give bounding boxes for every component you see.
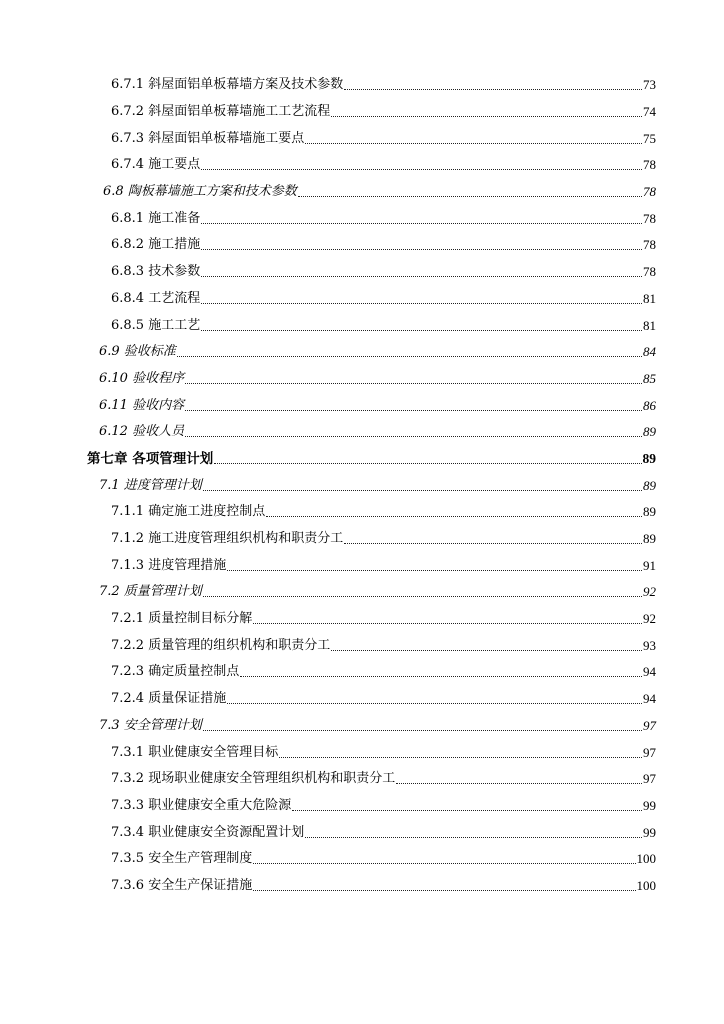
toc-entry-page-number: 78 [643, 237, 656, 253]
toc-entry[interactable] [0, 312, 656, 339]
toc-entry-title: 7.2.3 确定质量控制点 [111, 664, 240, 680]
toc-entry-title: 7.2.2 质量管理的组织机构和职责分工 [111, 637, 331, 653]
toc-entry-page-number: 94 [643, 664, 656, 680]
toc-dot-leader [201, 276, 642, 277]
toc-entry[interactable] [0, 606, 656, 633]
toc-entry-title: 7.3.4 职业健康安全资源配置计划 [111, 824, 305, 840]
toc-entry-title: 7.2.1 质量控制目标分解 [111, 611, 253, 627]
toc-entry[interactable] [0, 526, 656, 553]
toc-entry-title: 7.1 进度管理计划 [99, 477, 202, 493]
toc-entry-page-number: 89 [643, 477, 656, 493]
toc-dot-leader [305, 143, 642, 144]
toc-entry[interactable] [0, 793, 656, 820]
toc-entry[interactable] [0, 72, 656, 99]
toc-entry-page-number: 89 [642, 450, 656, 466]
toc-entry-page-number: 78 [643, 184, 656, 200]
toc-entry[interactable] [0, 259, 656, 286]
toc-entry-page-number: 89 [643, 531, 656, 547]
toc-entry-title: 6.9 验收标准 [99, 344, 176, 360]
toc-dot-leader [201, 330, 642, 331]
toc-entry-page-number: 100 [636, 877, 656, 893]
toc-dot-leader [201, 169, 642, 170]
toc-entry-title: 6.12 验收人员 [99, 424, 185, 440]
toc-entry-title: 7.1.2 施工进度管理组织机构和职责分工 [111, 531, 344, 547]
toc-entry-title: 7.3.1 职业健康安全管理目标 [111, 744, 279, 760]
toc-entry[interactable] [0, 125, 656, 152]
toc-entry[interactable] [0, 766, 656, 793]
toc-entry-title: 6.8.5 施工工艺 [111, 317, 201, 333]
toc-entry[interactable] [0, 366, 656, 393]
toc-entry-page-number: 75 [643, 130, 656, 146]
toc-entry[interactable] [0, 392, 656, 419]
toc-dot-leader [177, 356, 642, 357]
toc-dot-leader [203, 490, 642, 491]
toc-dot-leader [201, 223, 642, 224]
toc-entry[interactable] [0, 499, 656, 526]
toc-entry-page-number: 86 [643, 397, 656, 413]
toc-entry-page-number: 81 [643, 317, 656, 333]
toc-entry[interactable] [0, 446, 656, 473]
toc-entry[interactable] [0, 552, 656, 579]
toc-dot-leader [185, 436, 642, 437]
toc-entry-title: 6.7.2 斜屋面铝单板幕墙施工工艺流程 [111, 104, 331, 120]
toc-entry-page-number: 73 [643, 77, 656, 93]
toc-dot-leader [201, 303, 642, 304]
toc-dot-leader [396, 783, 642, 784]
toc-dot-leader [279, 757, 642, 758]
toc-entry-page-number: 92 [643, 584, 656, 600]
toc-entry-title: 7.1.1 确定施工进度控制点 [111, 504, 266, 520]
toc-entry-page-number: 97 [643, 744, 656, 760]
toc-dot-leader [185, 410, 642, 411]
toc-entry-title: 6.7.3 斜屋面铝单板幕墙施工要点 [111, 130, 305, 146]
toc-dot-leader [214, 463, 641, 464]
toc-entry-title: 7.3.5 安全生产管理制度 [111, 851, 253, 867]
toc-dot-leader [203, 596, 642, 597]
toc-entry-title: 6.7.1 斜屋面铝单板幕墙方案及技术参数 [111, 77, 344, 93]
toc-entry-title: 6.8.3 技术参数 [111, 264, 201, 280]
toc-entry-page-number: 81 [643, 290, 656, 306]
toc-entry[interactable] [0, 579, 656, 606]
toc-dot-leader [344, 89, 642, 90]
toc-entry-page-number: 78 [643, 264, 656, 280]
toc-entry[interactable] [0, 873, 656, 900]
toc-entry-page-number: 85 [643, 370, 656, 386]
toc-dot-leader [201, 249, 642, 250]
toc-entry[interactable] [0, 472, 656, 499]
toc-entry-title: 7.2.4 质量保证措施 [111, 691, 227, 707]
toc-entry[interactable] [0, 686, 656, 713]
toc-entry-page-number: 78 [643, 157, 656, 173]
toc-entry[interactable] [0, 846, 656, 873]
toc-entry[interactable] [0, 419, 656, 446]
toc-entry-title: 7.3.3 职业健康安全重大危险源 [111, 797, 292, 813]
toc-dot-leader [253, 623, 642, 624]
toc-entry-title: 6.11 验收内容 [99, 397, 185, 413]
toc-entry[interactable] [0, 819, 656, 846]
toc-entry-title: 7.1.3 进度管理措施 [111, 557, 227, 573]
toc-entry[interactable] [0, 232, 656, 259]
toc-entry-page-number: 92 [643, 611, 656, 627]
toc-entry[interactable] [0, 713, 656, 740]
toc-entry-title: 7.3.2 现场职业健康安全管理组织机构和职责分工 [111, 771, 396, 787]
toc-dot-leader [344, 543, 642, 544]
toc-entry[interactable] [0, 659, 656, 686]
toc-entry[interactable] [0, 205, 656, 232]
toc-entry-title: 6.7.4 施工要点 [111, 157, 201, 173]
toc-dot-leader [240, 676, 642, 677]
toc-entry[interactable] [0, 632, 656, 659]
toc-entry-title: 第七章 各项管理计划 [87, 450, 214, 467]
toc-dot-leader [298, 196, 642, 197]
toc-entry[interactable] [0, 179, 656, 206]
toc-dot-leader [185, 383, 642, 384]
toc-dot-leader [266, 516, 642, 517]
toc-dot-leader [253, 890, 635, 891]
toc-entry-page-number: 99 [643, 797, 656, 813]
toc-entry[interactable] [0, 739, 656, 766]
toc-entry-title: 7.2 质量管理计划 [99, 584, 202, 600]
toc-entry-page-number: 84 [643, 344, 656, 360]
table-of-contents [0, 72, 724, 899]
toc-dot-leader [331, 116, 642, 117]
toc-dot-leader [331, 650, 642, 651]
toc-entry[interactable] [0, 152, 656, 179]
toc-entry-page-number: 89 [643, 504, 656, 520]
toc-entry-title: 7.3 安全管理计划 [99, 717, 202, 733]
toc-entry-page-number: 99 [643, 824, 656, 840]
toc-entry-title: 6.8.4 工艺流程 [111, 290, 201, 306]
toc-dot-leader [305, 837, 642, 838]
toc-entry-page-number: 100 [636, 851, 656, 867]
toc-dot-leader [227, 703, 642, 704]
toc-entry-title: 6.8.2 施工措施 [111, 237, 201, 253]
toc-dot-leader [203, 730, 642, 731]
toc-dot-leader [253, 863, 635, 864]
toc-entry-page-number: 89 [643, 424, 656, 440]
toc-dot-leader [227, 570, 642, 571]
toc-entry[interactable] [0, 286, 656, 313]
toc-dot-leader [292, 810, 642, 811]
toc-entry-page-number: 93 [643, 637, 656, 653]
toc-entry[interactable] [0, 339, 656, 366]
toc-entry-page-number: 94 [643, 691, 656, 707]
toc-entry-title: 6.10 验收程序 [99, 370, 185, 386]
toc-entry-title: 6.8.1 施工准备 [111, 210, 201, 226]
toc-entry-title: 6.8 陶板幕墙施工方案和技术参数 [103, 184, 297, 200]
toc-entry-page-number: 97 [643, 771, 656, 787]
toc-entry-title: 7.3.6 安全生产保证措施 [111, 877, 253, 893]
toc-entry-page-number: 78 [643, 210, 656, 226]
toc-entry-page-number: 97 [643, 717, 656, 733]
toc-entry-page-number: 91 [643, 557, 656, 573]
toc-entry[interactable] [0, 99, 656, 126]
toc-entry-page-number: 74 [643, 104, 656, 120]
